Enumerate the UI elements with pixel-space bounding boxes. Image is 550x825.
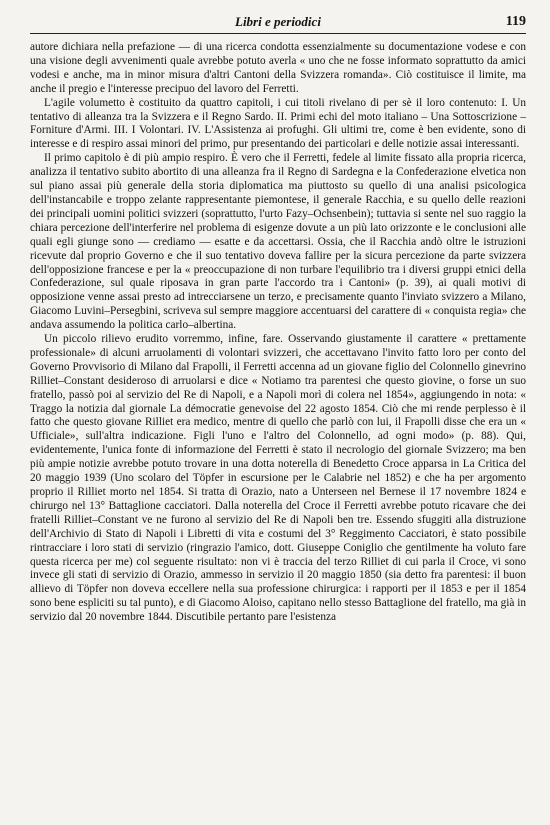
page xyxy=(30,14,527,624)
article-body xyxy=(30,41,526,625)
header-rule xyxy=(30,33,526,34)
paragraph-chapters: L'agile volumetto è costituito da quattro capitoli, i cui titoli rivelano di per sè il loro contenuto: I. Un tentativo di alleanza tra la Svizzera e il Regno Sardo. II. Primi echi del moto italiano – Una Sottoscrizione – Forniture d'Armi. III. I Volontari. IV. L'Assistenza ai profughi. Gli ultimi tre, come è ben evidente, sono di interesse e di respiro assai minori del primo, pur presentando dei particolari e delle notizie assai interessanti. xyxy=(30,96,526,151)
paragraph-first-chapter: Il primo capitolo è di più ampio respiro. È vero che il Ferretti, fedele al limite fissato alla propria ricerca, analizza il tentativo subito abortito di una alleanza fra il Regno di Sardegna e la Confederazione elvetica non sul piano assai più generale della storia diplomatica ma piuttosto su quello di una analisi psicologica dell'instancabile e troppo zelante rappresentante piemontese, il generale Racchia, e su quello delle reazioni dei principali uomini politici svizzeri (soprattutto, l'urto Fazy–Ochsenbein); tuttavia si sente nel suo raggio la chiara percezione dell'interferire nel problema di esigenze dovute a un più lato orizzonte e le conclusioni alle quali egli giunge sono — crediamo — esatte e da accettarsi. Ossia, che il Racchia andò oltre le istruzioni ricevute dal proprio Governo e che il suo tentativo doveva fallire per la sicura percezione da parte svizzera dell'opposizione francese e per la « preoccupazione di non turbare l'equilibrio tra i diversi gruppi etnici della Confederazione, sul quale riposava in gran parte l'accordo tra i Cantoni» (p. 39), ai quali motivi di opposizione venne assai presto ad intrecciarsene un terzo, e precisamente quanto l'inviato svizzero a Milano, Giacomo Luvini–Persegbini, scriveva sul sempre maggiore accentuarsi del carattere di « conquista regia» che andava assumendo la politica carlo–albertina. xyxy=(30,152,526,332)
paragraph-erudite-remark: Un piccolo rilievo erudito vorremmo, infine, fare. Osservando giustamente il carattere « prettamente professionale» di alcuni arruolamenti di volontari svizzeri, che accettavano l'invito fatto loro per conto del Governo Provvisorio di Milano dal Frapolli, il Ferretti accenna ad un giovane figlio del Colonnello ginevrino Rilliet–Constant desideroso di arruolarsi e dice « Notiamo tra parentesi che questo giovine, o forse un suo fratello, passò poi al servizio del Re di Napoli, e a Napoli morì di colera nel 1854», aggiungendo in nota: « Traggo la notizia dal giornale La démocratie genevoise del 22 agosto 1854. Ciò che mi rende perplesso è il fatto che questo giovane Rilliet era medico, mentre di quello che parlò con lui, il Frapolli disse che era un « Ufficiale», sull'altra indicazione. Figli l'uno e l'altro del Colonnello, ad ogni modo» (p. 88). Qui, evidentemente, l'unica fonte di informazione del Ferretti è stato il necrologio del giornale Svizzero; ma ben più ampie notizie avrebbe potuto trovare in una dotta noterella di Benedetto Croce apparsa in La Critica del 20 maggio 1939 (Uno scolaro del Töpfer in escursione per le Calabrie nel 1852) e che ha per argomento proprio il Rilliet morto nel 1854. Si tratta di Orazio, nato a Unterseen nel Bernese il 17 novembre 1824 e chirurgo nel 13° Battaglione cacciatori. Dalla noterella del Croce il Ferretti avrebbe potuto ricavare che dei fratelli Rilliet–Constant ve ne furono al servizio del Re di Napoli ben tre. Essendo sfuggiti alla distruzione dell'Archivio di Stato di Napoli i Libretti di vita e costumi del 3° Reggimento Cacciatori, è stato possibile rintracciare i loro stati di servizio (ringrazio l'amico, dott. Giuseppe Coniglio che gentilmente ha voluto fare questa ricerca per me) col seguente risultato: non vi è traccia del terzo Rilliet di cui parla il Croce, vi sono invece gli stati di servizio di Orazio, ammesso in servizio il 20 maggio 1850 (sia detto fra parentesi: il buon allievo di Töpfer non doveva eccellere nella sua professione chirurgica: i rapporti per il 1853 e per il 1854 sono bene espliciti su tal punto), e di Giacomo Aloiso, capitano nello stesso Battaglione del fratello, ma già in servizio dal 20 novembre 1844. Discutibile pertanto pare l'esistenza xyxy=(30,333,527,624)
running-title: Libri e periodici xyxy=(235,14,321,29)
running-header xyxy=(30,14,526,30)
paragraph-intro-continuation: autore dichiara nella prefazione — di una ricerca condotta essenzialmente su documentazione vodese e con una visione degli avvenimenti quale avrebbe potuto averla « uno che ne fosse informato soprattutto da amici vodesi e anche, ma in minor misura d'altri Cantoni della Svizzera romanda». Ciò costituisce il limite, ma anche il pregio e l'interesse precipuo del lavoro del Ferretti. xyxy=(30,41,526,95)
page-number: 119 xyxy=(505,14,526,29)
